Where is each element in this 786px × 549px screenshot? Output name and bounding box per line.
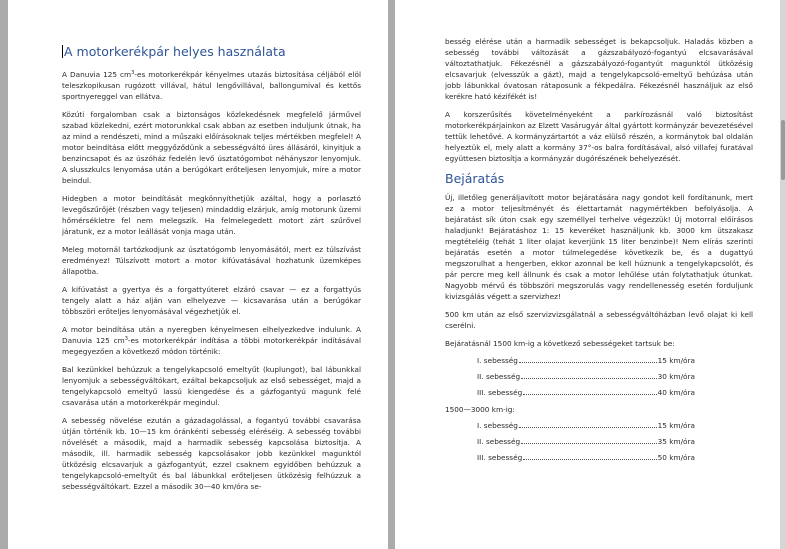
dot-leader <box>523 394 656 395</box>
dot-leader <box>519 427 657 428</box>
paragraph-braking: besség elérése után a harmadik sebességet is bekapcsoljuk. Haladás közben a sebesség további változását a gázszabályozó-fogantyú elcsavarásával változtathatjuk. Fékezésnél a gázszabályozó-fogantyút magunktól ütközésig elcsavarjuk (elvesszük a gázt), majd a tengelykapcsoló-emeltyű behúzása után jobb lábunkkal óvatosan rátaposunk a fékpedálra. Fékezésnél használjuk az első kerékre ható kézifékét is! <box>445 37 753 101</box>
list-item <box>477 355 695 366</box>
paragraph-starting-a: A motor beindítása után a nyeregben kényelmesen elhelyezkedve indulunk. A Danuvia 125 cm <box>62 325 361 345</box>
scrollbar-thumb[interactable] <box>781 120 785 180</box>
paragraph-starting <box>62 324 361 357</box>
speed-value: 15 km/óra <box>657 356 695 365</box>
section-title <box>62 44 361 59</box>
list-item <box>477 387 695 398</box>
section-title-running-in: Bejáratás <box>445 171 505 186</box>
speed-list-3000 <box>445 420 753 463</box>
paragraph-cold-start: Hidegben a motor beindítását megkönnyíthetjük azáltal, hogy a porlasztó levegőszűrőjét (részben vagy teljesen) mindaddig elzárjuk, amíg motorunk üzemi hőmérsékletre fel nem melegszik. Ha felmelegedett motort zárt szűrővel járatunk, ez a motor leállását vonja maga után. <box>62 194 361 236</box>
paragraph-clutch: Bal kezünkkel behúzzuk a tengelykapcsoló emeltyűt (kuplungot), bal lábunkkal lenyomjuk a sebességváltókart, ezáltal bekapcsoljuk az első sebességet, majd a tengelykapcsoló emeltyű lassú kiengedése és a gázfogantyú magunk felé csavarása után a motorkerékpár megindul. <box>62 365 361 407</box>
paragraph-intro <box>62 69 361 102</box>
paragraph-running-in: Új, illetőleg generáljavított motor bejáratására nagy gondot kell fordítanunk, mert ez a motor teljesítményét és élettartamát nagymértékben befolyásolja. A bejáratást sík úton csak egy személlyel terhelve végezzük! Új motorral előírásos haladjunk! Bejáratáshoz 1: 15 keveréket használjunk kb. 3000 km ütszakasz megtételéig (tehát 1 liter olajat keverjünk 15 liter benzinbe)! Nem elírás szerinti bejáratás esetén a motor túlmelegedése következik be, és a dugattyú megszorulhat a hengerben, ekkor azonnal be kell húznunk a tengelykapcsolót, és pár percre meg kell állnunk és csak a motor lehűlése után folytathatjuk útunkat. Nagyobb mérvű és többszöri megszorulás vagy rendellenesség esetén forduljunk kivizsgálás végett a szervizhez! <box>445 193 753 301</box>
list-item <box>477 420 695 431</box>
vertical-scrollbar[interactable] <box>780 0 786 549</box>
paragraph-intro-a: A Danuvia 125 cm <box>62 70 132 79</box>
list-item <box>477 452 695 463</box>
dot-leader <box>523 459 656 460</box>
gear-label: I. sebesség <box>477 356 518 365</box>
dot-leader <box>521 443 657 444</box>
section-title-text: A motorkerékpár helyes használata <box>64 44 286 59</box>
dot-leader <box>519 362 657 363</box>
paragraph-blow-out: A kifúvatást a gyertya és a forgattyúteret elzáró csavar — ez a forgattyús tengely alatt a ház alján van elhelyezve — kicsavarása után a berúgókar többszöri erőteljes lenyomásával végezhetjük el. <box>62 285 361 316</box>
paragraph-steering-lock: A korszerűsítés követelményeként a parkírozásnál való biztosítást motorkerékpárjainkon az Elzett Vasárugyár által gyártott kormányzár bevezetésével tettük lehetővé. A kormányzártartót a váz elülső részén, a kormánytok bal oldalán helyeztük el, mely alatt a kormány 37°-os balra fordításával, alsó villafej furatával együttesen biztosítja a kormányzár dugórészének behelyezését. <box>445 110 753 163</box>
speed-list-1500 <box>445 355 753 398</box>
gear-label: II. sebesség <box>477 437 521 446</box>
dot-leader <box>521 378 657 379</box>
paragraph-speed: A sebesség növelése ezután a gázadagolással, a fogantyú további csavarása útján történik kb. 10—15 km óránkénti sebesség eléréséig. A sebesség további növelését a második, majd a harmadik sebesség kapcsolása biztosítja. A második, ill. harmadik sebesség kapcsolásakor jobb kezünkkel magunktól ütközésig elcsavarjuk a gázfogantyút, ezzel csaknem egyidőben behúzzuk a tengelykapcsoló-emeltyűt és bal lábunkkal erőteljesen ütközésig felhúzzuk a sebességváltókart. Ezzel a második 30—40 km/óra se- <box>62 416 361 491</box>
paragraph-intro-b: -es motorkerékpár kényelmes utazás biztosítása céljából elöl teleszkopikusan rugózott villával, hátul lengővillával, ballongumival és kettős sportnyereggel van ellátva. <box>62 70 362 101</box>
left-page <box>8 0 388 549</box>
gear-label: I. sebesség <box>477 421 518 430</box>
speed-value: 30 km/óra <box>657 372 695 381</box>
superscript: 3 <box>124 336 128 342</box>
gear-label: III. sebesség <box>477 453 523 462</box>
list-item <box>477 371 695 382</box>
speed-value: 40 km/óra <box>657 388 695 397</box>
paragraph-starting-b: -es motorkerékpár indítása a többi motorkerékpár indításával megegyezően a következő módon történik: <box>62 336 361 356</box>
paragraph-warm-engine: Meleg motornál tartózkodjunk az úsztatógomb lenyomásától, mert ez túlszívást eredményez! Túlszívott motort a motor kifúvatásával hozhatunk üzemképes állapotba. <box>62 245 361 276</box>
paragraph-traffic: Közúti forgalomban csak a biztonságos közlekedésnek megfelelő járművel szabad közlekedni, ezért motorunkkal csak abban az esetben induljunk útnak, ha az mind a rendészeti, mind a műszaki előírásoknak teljes mértékben megfelel! A motor beindítása előtt meggyőződünk a sebességváltó üres állásáról, kinyitjuk a benzincsapot és az úszóház fedelén levő úsztatógombot néhányszor lenyomjuk. A slusszkulcs lenyomása után a berúgókart erőteljesen lenyomjuk, mire a motor beindul. <box>62 110 361 185</box>
speed-group-label: 1500—3000 km-ig: <box>445 405 515 414</box>
superscript: 3 <box>131 70 135 76</box>
speed-value: 50 km/óra <box>657 453 695 462</box>
paragraph-oil-change: 500 km után az első szervizvizsgálatnál a sebességváltóházban levő olajat ki kell cserélni. <box>445 310 753 330</box>
text-cursor <box>62 45 63 58</box>
speed-value: 35 km/óra <box>657 437 695 446</box>
list-item <box>477 436 695 447</box>
right-page <box>395 0 780 549</box>
gear-label: II. sebesség <box>477 372 521 381</box>
speed-value: 15 km/óra <box>657 421 695 430</box>
speed-list-intro: Bejáratásnál 1500 km-ig a következő sebességeket tartsuk be: <box>445 339 675 348</box>
gear-label: III. sebesség <box>477 388 523 397</box>
